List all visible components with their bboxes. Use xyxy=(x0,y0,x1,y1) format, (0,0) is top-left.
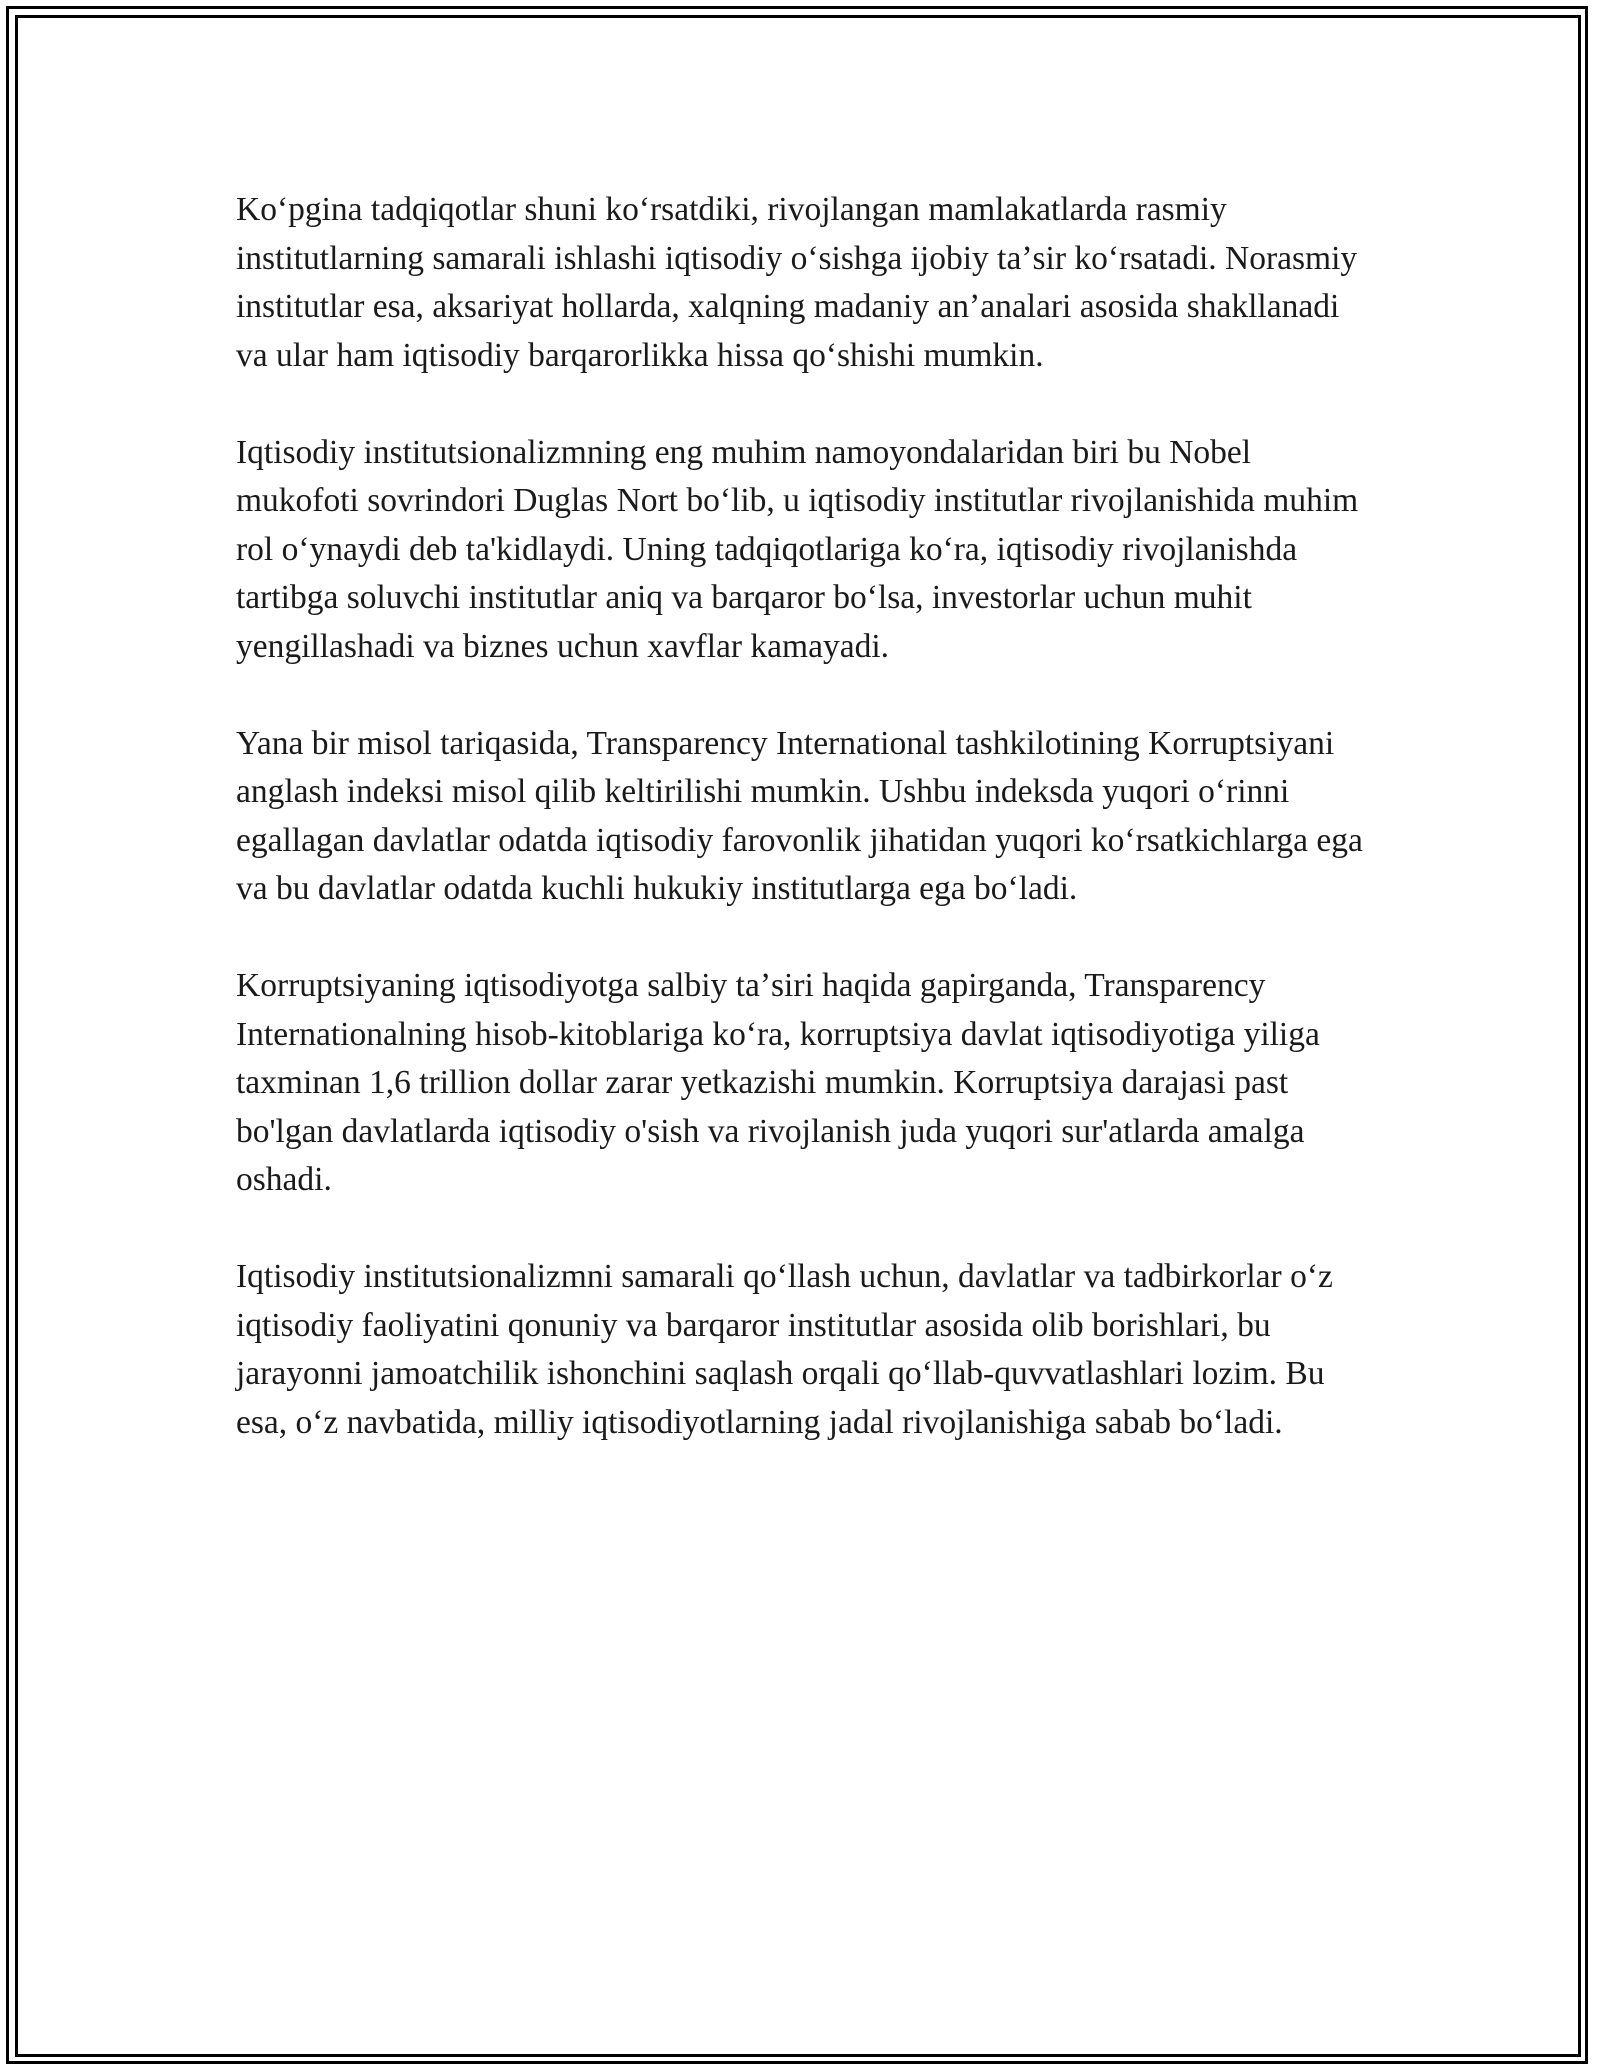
paragraph-1: Koʻpgina tadqiqotlar shuni koʻrsatdiki, rivojlangan mamlakatlarda rasmiy institutlarning samarali ishlashi iqtisodiy oʻsishga ijobiy taʼsir koʻrsatadi. Norasmiy institutlar esa, aksariyat hollarda, xalqning madaniy anʼanalari asosida shakllanadi va ular ham iqtisodiy barqarorlikka hissa qoʻshishi mumkin. xyxy=(236,191,1358,374)
paragraph-4: Korruptsiyaning iqtisodiyotga salbiy taʼsiri haqida gapirganda, Transparency Internationalning hisob-kitoblariga koʻra, korruptsiya davlat iqtisodiyotiga yiliga taxminan 1,6 trillion dollar zarar yetkazishi mumkin. Korruptsiya darajasi past bo'lgan davlatlarda iqtisodiy o'sish va rivojlanish juda yuqori sur'atlarda amalga oshadi. xyxy=(236,967,1320,1198)
paragraph-3: Yana bir misol tariqasida, Transparency International tashkilotining Korruptsiyani anglash indeksi misol qilib keltirilishi mumkin. Ushbu indeksda yuqori oʻrinni egallagan davlatlar odatda iqtisodiy farovonlik jihatidan yuqori koʻrsatkichlarga ega va bu davlatlar odatda kuchli hukukiy institutlarga ega boʻladi. xyxy=(236,724,1363,907)
paragraph-2: Iqtisodiy institutsionalizmning eng muhim namoyondalaridan biri bu Nobel mukofoti sovrindori Duglas Nort boʻlib, u iqtisodiy institutlar rivojlanishida muhim rol oʻynaydi deb ta'kidlaydi. Uning tadqiqotlariga koʻra, iqtisodiy rivojlanishda tartibga soluvchi institutlar aniq va barqaror boʻlsa, investorlar uchun muhit yengillashadi va biznes uchun xavflar kamayadi. xyxy=(236,433,1359,665)
paragraph-5: Iqtisodiy institutsionalizmni samarali qoʻllash uchun, davlatlar va tadbirkorlar oʻz iqtisodiy faoliyatini qonuniy va barqaror institutlar asosida olib borishlari, bu jarayonni jamoatchilik ishonchini saqlash orqali qoʻllab-quvvatlashlari lozim. Bu esa, oʻz navbatida, milliy iqtisodiyotlarning jadal rivojlanishiga sabab boʻladi. xyxy=(236,1258,1333,1441)
document-body xyxy=(236,186,1376,1496)
